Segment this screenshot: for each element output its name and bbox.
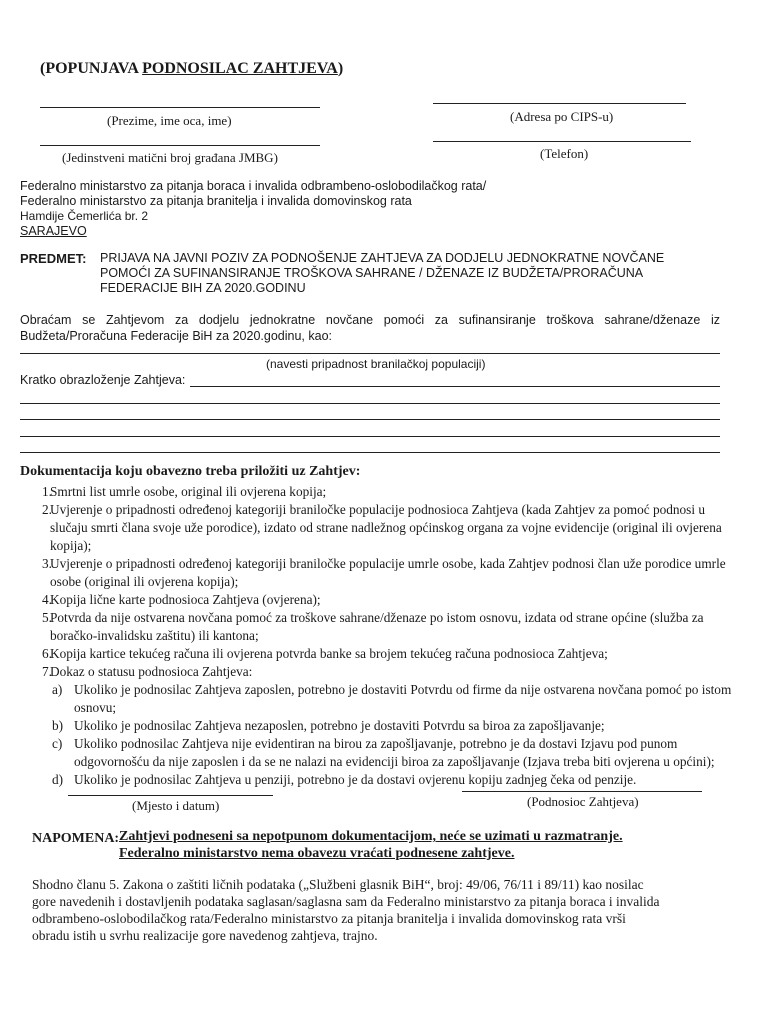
reason-input-line-4[interactable] [20, 436, 720, 437]
list-item-text: Potvrda da nije ostvarena novčana pomoć za troškove sahrane/dženaze po istom osnovu, izdata od strane općine (služba za boračko-invalidsku zaštitu) ili kantona; [50, 610, 704, 643]
signature-input-line[interactable] [462, 791, 702, 792]
consent-line-1: Shodno članu 5. Zakona o zaštiti ličnih podataka („Službeni glasnik BiH“, broj: 49/06, 76/11 i 89/11) kao nosilac [32, 877, 644, 892]
reason-input-line-2[interactable] [20, 403, 720, 404]
subject-label: PREDMET: [20, 251, 87, 266]
jmbg-input-line[interactable] [40, 145, 320, 146]
name-caption: (Prezime, ime oca, ime) [107, 113, 232, 128]
note-line-1: Zahtjevi podneseni sa nepotpunom dokumentacijom, neće se uzimati u razmatranje. [119, 829, 623, 844]
list-item [22, 501, 734, 555]
address-input-line[interactable] [433, 103, 686, 104]
list-item-number: 2. [42, 502, 52, 517]
list-item-text: Kopija lične karte podnosioca Zahtjeva (ovjerena); [50, 592, 321, 607]
list-item [22, 483, 734, 501]
reason-input-line-3[interactable] [20, 419, 720, 420]
list-item-number: 1. [42, 484, 52, 499]
list-item-number: 5. [42, 610, 52, 625]
recipient-line-2: Federalno ministarstvo za pitanja branitelja i invalida domovinskog rata [20, 194, 412, 208]
list-item-text: Smrtni list umrle osobe, original ili ovjerena kopija; [50, 484, 327, 499]
population-caption: (navesti pripadnost branilačkoj populaciji) [266, 357, 486, 371]
place-date-caption: (Mjesto i datum) [132, 798, 220, 813]
reason-label: Kratko obrazloženje Zahtjeva: [20, 373, 186, 387]
title-suffix: ) [337, 60, 344, 77]
sub-item-text: Ukoliko je podnosilac Zahtjeva u penziji, potrebno je da dostavi ovjerenu kopiju zadnjeg čeka od penzije. [74, 772, 637, 787]
documentation-list [22, 483, 734, 789]
documentation-heading: Dokumentacija koju obavezno treba priložiti uz Zahtjev: [20, 464, 361, 479]
applicant-caption: (Podnosioc Zahtjeva) [527, 794, 639, 809]
sub-item-letter: a) [52, 682, 63, 697]
sub-list-item [22, 735, 734, 771]
address-caption: (Adresa po CIPS-u) [510, 109, 614, 124]
list-item-text: Uvjerenje o pripadnosti određenoj kategoriji braniločke populacije podnosioca Zahtjeva (kada Zahtjev za pomoć podnosi u slučaju smrti člana svoje uže porodice), izdato od strane nadležnog općinskog organa za vojne evidencije (original ili ovjerena kopija); [50, 502, 722, 553]
form-title [40, 60, 343, 78]
subject-line-3: FEDERACIJE BIH ZA 2020.GODINU [100, 281, 306, 295]
title-prefix: (POPUNJAVA [40, 60, 143, 77]
sub-item-letter: c) [52, 736, 63, 751]
sub-list-item [22, 771, 734, 789]
list-item [22, 663, 734, 681]
list-item [22, 645, 734, 663]
recipient-line-3: Hamdije Čemerlića br. 2 [20, 209, 149, 223]
sub-item-text: Ukoliko je podnosilac Zahtjeva nezaposlen, potrebno je dostaviti Potvrdu sa biroa za zapošljavanje; [74, 718, 605, 733]
intro-line-1: Obraćam se Zahtjevom za dodjelu jednokratne novčane pomoći za sufinansiranje troškova sahrane/dženaze iz [20, 313, 720, 327]
note-label: NAPOMENA: [32, 831, 120, 846]
phone-input-line[interactable] [433, 141, 691, 142]
reason-input-line-1[interactable] [190, 386, 720, 387]
recipient-line-1: Federalno ministarstvo za pitanja boraca i invalida odbrambeno-oslobodilačkog rata/ [20, 179, 487, 193]
list-item-number: 7. [42, 664, 52, 679]
consent-line-2: gore navedenih i dostavljenih podataka saglasan/saglasna sam da Federalno ministarstvo za pitanja boraca i invalida [32, 894, 660, 909]
intro-line-2: Budžeta/Proračuna Federacije BiH za 2020.godinu, kao: [20, 329, 332, 343]
sub-list-item [22, 681, 734, 717]
reason-input-line-5[interactable] [20, 452, 720, 453]
population-input-line[interactable] [20, 353, 720, 354]
list-item-text: Kopija kartice tekućeg računa ili ovjerena potvrda banke sa brojem tekućeg računa podnosioca Zahtjeva; [50, 646, 608, 661]
list-item-number: 6. [42, 646, 52, 661]
list-item-text: Dokaz o statusu podnosioca Zahtjeva: [50, 664, 253, 679]
list-item [22, 609, 734, 645]
list-item [22, 555, 734, 591]
list-item-text: Uvjerenje o pripadnosti određenoj kategoriji braniločke populacije umrle osobe, kada Zahtjev podnosi član uže porodice umrle osobe (original ili ovjerena kopija); [50, 556, 726, 589]
sub-list-item [22, 717, 734, 735]
list-item-number: 3. [42, 556, 52, 571]
list-item [22, 591, 734, 609]
jmbg-caption: (Jedinstveni matični broj građana JMBG) [62, 150, 278, 165]
sub-item-letter: d) [52, 772, 64, 787]
phone-caption: (Telefon) [540, 146, 589, 161]
title-underlined: PODNOSILAC ZAHTJEVA [142, 60, 338, 77]
place-date-input-line[interactable] [68, 795, 273, 796]
recipient-city: SARAJEVO [20, 224, 87, 238]
sub-item-text: Ukoliko je podnosilac Zahtjeva zaposlen, potrebno je dostaviti Potvrdu od firme da nije ostvarena novčana pomoć po istom osnovu; [74, 682, 732, 715]
consent-line-4: obradu istih u svrhu realizacije gore navedenog zahtjeva, trajno. [32, 928, 378, 943]
note-line-2: Federalno ministarstvo nema obavezu vraćati podnesene zahtjeve. [119, 846, 515, 861]
subject-line-1: PRIJAVA NA JAVNI POZIV ZA PODNOŠENJE ZAHTJEVA ZA DODJELU JEDNOKRATNE NOVČANE [100, 251, 665, 265]
consent-line-3: odbrambeno-oslobodilačkog rata/Federalno ministarstvo za pitanja branitelja i invalida domovinskog rata vrši [32, 911, 626, 926]
list-item-number: 4. [42, 592, 52, 607]
sub-item-text: Ukoliko podnosilac Zahtjeva nije evidentiran na birou za zapošljavanje, potrebno je da dostavi Izjavu pod punom odgovornošću da nije zaposlen i da se ne nalazi na evidenciji biroa za zapošljavanje (Izjava treba biti ovjerena u općini); [74, 736, 715, 769]
name-input-line[interactable] [40, 107, 320, 108]
subject-line-2: POMOĆI ZA SUFINANSIRANJE TROŠKOVA SAHRANE / DŽENAZE IZ BUDŽETA/PRORAČUNA [100, 266, 644, 280]
sub-item-letter: b) [52, 718, 64, 733]
